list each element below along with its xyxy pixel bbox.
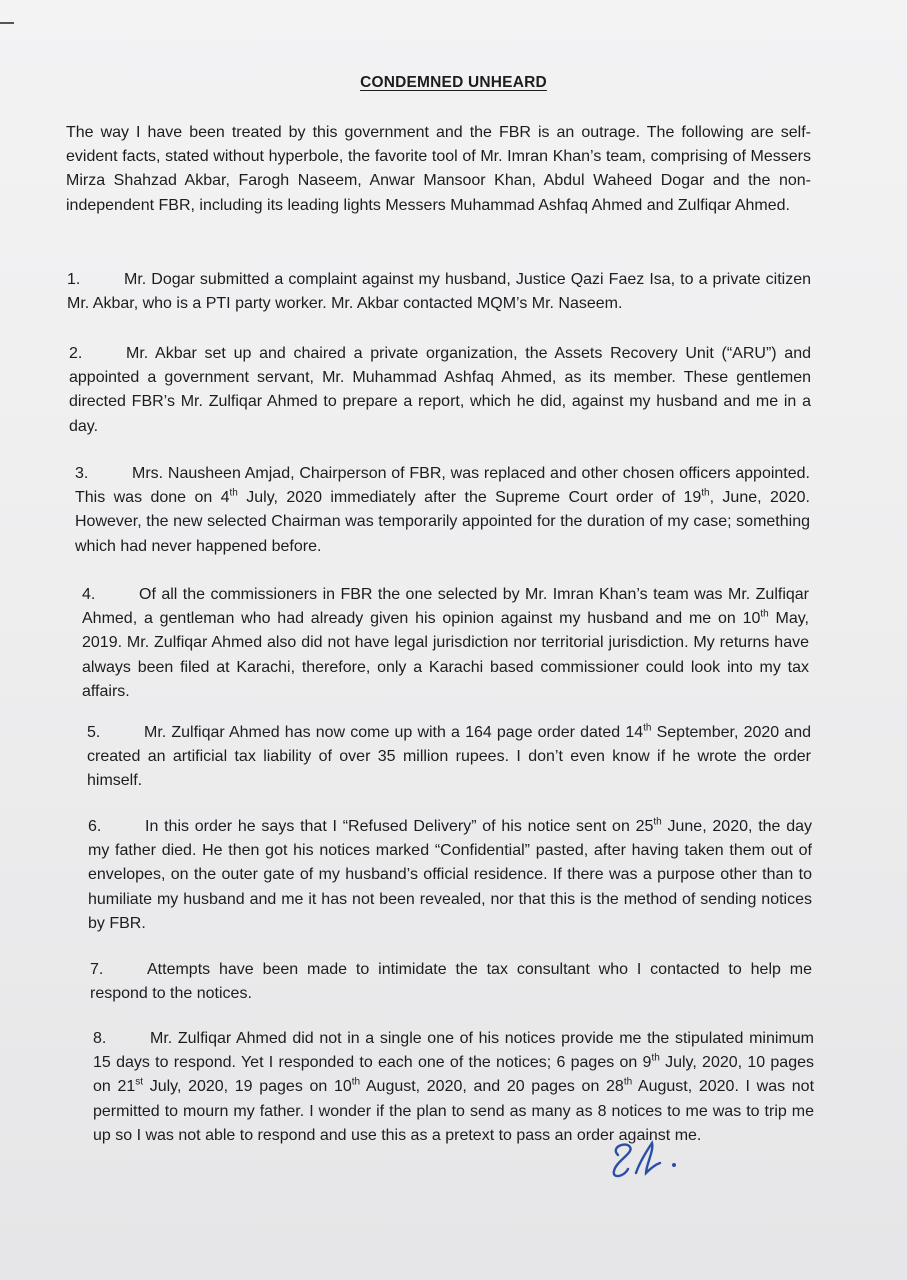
title-text: CONDEMNED UNHEARD (360, 74, 547, 91)
ordinal-suffix: th (651, 1052, 660, 1064)
intro-paragraph: The way I have been treated by this government and the FBR is an outrage. The following are self-evident facts, stated without hyperbole, the favorite tool of Mr. Imran Khan’s team, comprising of Messers Mirza Shahzad Akbar, Farogh Naseem, Anwar Mansoor Khan, Abdul Waheed Dogar and the non-independent FBR, including its leading lights Messers Muhammad Ashfaq Ahmed and Zulfiqar Ahmed. (66, 124, 811, 214)
paragraph-text: , June, 2020. However, the new selected Chairman was temporarily appointed for the duration of my case; something which had never happened before. (75, 489, 810, 555)
paragraph-number: 3. (75, 465, 89, 482)
paragraph-text: July, 2020 immediately after the Supreme Court order of 19 (237, 489, 702, 507)
paragraph-4 (82, 583, 809, 704)
ordinal-suffix: th (229, 487, 238, 499)
paragraph-text: August, 2020. I was not permitted to mourn my father. I wonder if the plan to send as many as 8 notices to me was to trip me up so I was not able to respond and use this as a pretext to pass an order against me. (93, 1078, 815, 1144)
document-title (0, 74, 907, 92)
paragraph-number: 5. (87, 724, 101, 741)
paragraph-text: May, 2019. Mr. Zulfiqar Ahmed also did not have legal jurisdiction nor territorial jurisdiction. My returns have always been filed at Karachi, therefore, only a Karachi based commissioner could look into my tax affairs. (82, 610, 809, 700)
ordinal-suffix: th (760, 608, 769, 620)
paragraph-1 (67, 268, 811, 316)
paragraph-text: Mr. Zulfiqar Ahmed has now come up with a 164 page order dated 14 (144, 724, 644, 741)
edge-mark (0, 22, 14, 24)
paragraph-text: July, 2020, 19 pages on 10 (143, 1078, 352, 1096)
paragraph-7 (90, 958, 812, 1006)
paragraph-text: Mrs. Nausheen Amjad, Chairperson of FBR, was replaced and other chosen officers appointed. This was done on 4 (75, 465, 810, 507)
paragraph-text: Attempts have been made to intimidate the tax consultant who I contacted to help me respond to the notices. (90, 961, 812, 1003)
ordinal-suffix: th (701, 487, 710, 499)
paragraph-text: In this order he says that I “Refused Delivery” of his notice sent on 25 (145, 818, 654, 835)
paragraph-6 (88, 815, 812, 936)
paragraph-number: 8. (93, 1030, 107, 1047)
paragraph-3 (75, 462, 810, 559)
paragraph-2 (69, 342, 811, 439)
handwritten-signature (606, 1137, 686, 1183)
paragraph-8 (93, 1027, 814, 1148)
ordinal-suffix: th (623, 1077, 633, 1089)
paragraph-number: 6. (88, 818, 102, 835)
ordinal-suffix: th (653, 816, 662, 828)
paragraph-number: 2. (69, 345, 83, 362)
paragraph-number: 1. (67, 271, 81, 288)
paragraph-text: June, 2020, the day my father died. He then got his notices marked “Confidential” pasted, after having taken them out of envelopes, on the outer gate of my husband’s official residence. If there was a purpose other than to humiliate my husband and me it has not been revealed, nor that this is the method of sending notices by FBR. (88, 818, 812, 932)
ordinal-suffix: th (643, 722, 652, 734)
paragraph-text: September, 2020 and created an artificial tax liability of over 35 million rupees. I don’t even know if he wrote the order himself. (87, 724, 811, 790)
paragraph-text: July, 2020, 10 pages on 21 (93, 1054, 815, 1096)
paragraph-text: Mr. Akbar set up and chaired a private organization, the Assets Recovery Unit (“ARU”) and appointed a government servant, Mr. Muhammad Ashfaq Ahmed, as its member. These gentlemen directed FBR’s Mr. Zulfiqar Ahmed to prepare a report, which he did, against my husband and me in a day. (69, 345, 811, 435)
paragraph-text: Of all the commissioners in FBR the one selected by Mr. Imran Khan’s team was Mr. Zulfiqar Ahmed, a gentleman who had already given his opinion against my husband and me on 10 (82, 586, 809, 628)
paragraph-text: August, 2020, and 20 pages on 28 (360, 1078, 624, 1096)
paragraph-5 (87, 721, 811, 794)
paragraph-text: Mr. Dogar submitted a complaint against my husband, Justice Qazi Faez Isa, to a private citizen Mr. Akbar, who is a PTI party worker. Mr. Akbar contacted MQM’s Mr. Naseem. (67, 271, 811, 313)
paragraph-text: Mr. Zulfiqar Ahmed did not in a single one of his notices provide me the stipulated minimum 15 days to respond. Yet I responded to each one of the notices; 6 pages on 9 (93, 1030, 814, 1072)
paragraph-number: 7. (90, 961, 104, 978)
ordinal-suffix: st (135, 1077, 144, 1089)
paragraph-number: 4. (82, 586, 96, 603)
ordinal-suffix: th (351, 1077, 361, 1089)
